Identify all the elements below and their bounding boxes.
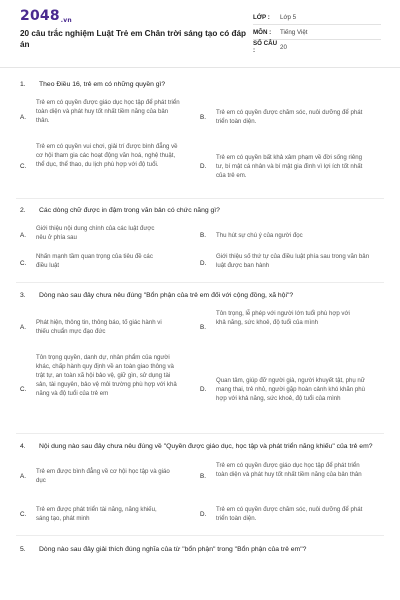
- answer-letter: A.: [20, 472, 26, 480]
- answer-letter: C.: [20, 385, 27, 393]
- answer-text: Thu hút sự chú ý của người đọc: [216, 231, 303, 239]
- answer-letter: B.: [200, 323, 206, 331]
- answer-text: Quan tâm, giúp đỡ người già, người khuyết tật, phụ nữ mang thai, trẻ nhỏ, người gặp hoàn cảnh khó khăn phù hợp với khả năng, sức khoẻ, độ tuổi của mình: [216, 376, 366, 402]
- answer-letter: D.: [200, 162, 207, 170]
- separator: [16, 535, 384, 536]
- answer-letter: C.: [20, 162, 27, 170]
- question-number: 2.: [20, 207, 26, 214]
- answer-option-c[interactable]: [20, 142, 200, 190]
- answer-option-a[interactable]: [20, 98, 200, 136]
- meta-row-class: [253, 10, 381, 25]
- answer-option-b[interactable]: [200, 224, 380, 246]
- answer-option-a[interactable]: [20, 309, 200, 345]
- logo-suffix: .vn: [60, 17, 72, 24]
- meta-value: 20: [280, 43, 287, 51]
- answer-row: [20, 309, 380, 345]
- meta-label: SỐ CÂU :: [253, 40, 278, 54]
- answer-text: Trẻ em có quyền được giáo dục học tập để phát triển toàn diện và phát huy tốt nhất tiềm năng của bản thân: [216, 462, 362, 478]
- question-5: [0, 545, 400, 554]
- answer-row: [20, 142, 380, 190]
- answer-row: [20, 98, 380, 136]
- answer-grid: [20, 461, 380, 527]
- answer-row: [20, 353, 380, 425]
- question-3: [0, 291, 400, 425]
- answer-letter: C.: [20, 259, 27, 267]
- answer-option-c[interactable]: [20, 252, 200, 274]
- question-header: [20, 206, 380, 215]
- answer-letter: A.: [20, 113, 26, 121]
- question-text: Các dòng chữ được in đậm trong văn bản có chức năng gì?: [39, 207, 220, 214]
- answer-row: [20, 501, 380, 527]
- answer-option-d[interactable]: [200, 353, 380, 425]
- answer-letter: D.: [200, 510, 207, 518]
- answer-text: Tôn trọng quyền, danh dự, nhân phẩm của người khác, chấp hành quy định về an toàn giao thông và trật tự, an toàn xã hội bảo vệ, giữ gìn, sử dụng tài sản, tài nguyên, bảo vệ môi trường phù hợp với khả năng và độ tuổi của trẻ em: [36, 354, 177, 397]
- meta-info: [253, 10, 381, 54]
- answer-letter: B.: [200, 113, 206, 121]
- meta-row-subject: [253, 25, 381, 40]
- answer-option-a[interactable]: [20, 461, 200, 491]
- answer-text: Trẻ em có quyền bất khả xâm phạm về đời sống riêng tư, bí mật cá nhân và bí mật gia đình vì lợi ích tốt nhất của trẻ em.: [216, 153, 363, 179]
- answer-text: Tôn trọng, lễ phép với người lớn tuổi phù hợp với khả năng, sức khoẻ, độ tuổi của mình: [216, 310, 350, 326]
- question-header: [20, 442, 380, 451]
- answer-text: Giới thiệu số thứ tự của điều luật phía sau trong văn bản luật được ban hành: [216, 253, 370, 269]
- answer-letter: A.: [20, 231, 26, 239]
- answer-option-b[interactable]: [200, 461, 380, 491]
- question-2: [0, 206, 400, 274]
- question-text: Nội dung nào sau đây chưa nêu đúng về "Quyền được giáo dục, học tập và phát triển năng khiếu" của trẻ em?: [39, 443, 373, 450]
- answer-grid: [20, 98, 380, 190]
- meta-label: MÔN :: [253, 28, 272, 36]
- question-number: 1.: [20, 81, 26, 88]
- question-number: 3.: [20, 292, 26, 299]
- question-text: Dòng nào sau đây chưa nêu đúng "Bổn phận của trẻ em đối với cộng đồng, xã hội"?: [39, 292, 294, 299]
- header-divider: [0, 67, 400, 68]
- answer-option-a[interactable]: [20, 224, 200, 246]
- header: [0, 0, 400, 56]
- question-4: [0, 442, 400, 527]
- answer-text: Phát hiện, thông tin, thông báo, tố giác hành vi thiếu chuẩn mực đạo đức: [36, 319, 162, 335]
- answer-text: Trẻ em có quyền được giáo dục học tập để phát triển toàn diện và phát huy tốt nhất tiềm năng của bản thân.: [36, 99, 180, 124]
- answer-letter: D.: [200, 385, 207, 393]
- answer-letter: B.: [200, 472, 206, 480]
- answer-letter: D.: [200, 259, 207, 267]
- answer-option-d[interactable]: [200, 252, 380, 274]
- answer-letter: B.: [200, 231, 206, 239]
- answer-row: [20, 252, 380, 274]
- answer-text: Trẻ em được phát triển tài năng, năng khiếu, sáng tạo, phát minh: [36, 506, 157, 522]
- question-text: Theo Điều 16, trẻ em có những quyền gì?: [39, 81, 166, 88]
- question-number: 4.: [20, 443, 26, 450]
- question-number: 5.: [20, 546, 26, 553]
- meta-value: Lớp 5: [280, 13, 297, 21]
- answer-option-c[interactable]: [20, 353, 200, 425]
- separator: [16, 282, 384, 283]
- separator: [16, 433, 384, 434]
- meta-label: LỚP :: [253, 13, 270, 21]
- answer-option-c[interactable]: [20, 501, 200, 527]
- answer-row: [20, 461, 380, 491]
- answer-option-d[interactable]: [200, 501, 380, 527]
- answer-option-b[interactable]: [200, 309, 380, 345]
- question-1: [0, 80, 400, 190]
- separator: [16, 198, 384, 199]
- question-header: [20, 291, 380, 300]
- page-title: 20 câu trắc nghiệm Luật Trẻ em Chân trời sáng tạo có đáp án: [20, 29, 247, 49]
- question-header: [20, 545, 380, 554]
- meta-row-count: [253, 40, 381, 54]
- meta-value: Tiếng Việt: [280, 28, 308, 36]
- answer-text: Nhấn mạnh tầm quan trọng của tiêu đề các điều luật: [36, 253, 153, 269]
- answer-text: Trẻ em có quyền vui chơi, giải trí được bình đẳng về cơ hội tham gia các hoạt động văn hoá, nghệ thuật, thể dục, thể thao, du lịch phù hợp với độ tuổi.: [36, 143, 178, 168]
- answer-text: Trẻ em có quyền được chăm sóc, nuôi dưỡng để phát triển toàn diện.: [216, 109, 363, 125]
- question-list: [0, 70, 400, 554]
- answer-text: Trẻ em có quyền được chăm sóc, nuôi dưỡng để phát triển toàn diện.: [216, 506, 363, 522]
- answer-option-d[interactable]: [200, 142, 380, 190]
- answer-letter: C.: [20, 510, 27, 518]
- answer-grid: [20, 224, 380, 274]
- question-header: [20, 80, 380, 89]
- answer-letter: A.: [20, 323, 26, 331]
- logo-name: 2048: [20, 8, 60, 24]
- answer-row: [20, 224, 380, 246]
- question-text: Dòng nào sau đây giải thích đúng nghĩa của từ "bổn phận" trong "Bổn phận của trẻ em"?: [39, 546, 307, 553]
- answer-text: Trẻ em được bình đẳng về cơ hội học tập và giáo dục: [36, 468, 170, 484]
- answer-text: Giới thiệu nội dung chính của các luật được nêu ở phía sau: [36, 225, 155, 241]
- answer-option-b[interactable]: [200, 98, 380, 136]
- answer-grid: [20, 309, 380, 425]
